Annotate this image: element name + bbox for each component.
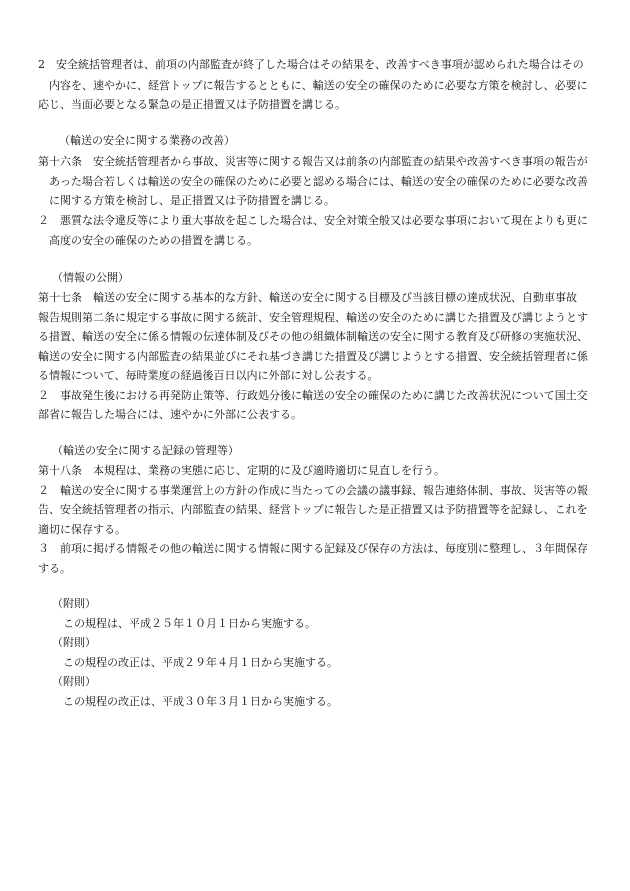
text-line: る措置、輸送の安全に係る情報の伝達体制及びその他の組織体制輸送の安全に関する教育及び研修の実施状況、 bbox=[38, 330, 588, 343]
text-line: 内容を、速やかに、経営トップに報告するとともに、輸送の安全の確保のために必要な方策を検討し、必要に bbox=[49, 79, 588, 92]
supplementary-heading: （附則） bbox=[52, 675, 96, 688]
text-line: この規程の改正は、平成２９年４月１日から実施する。 bbox=[63, 656, 338, 669]
supplementary-heading: （附則） bbox=[52, 636, 96, 649]
section-heading: （輸送の安全に関する業務の改善） bbox=[59, 134, 235, 147]
text-line: 輸送の安全に関する内部監査の結果並びにそれ基づき講じた措置及び講じようとする措置、安全統括管理者に係 bbox=[38, 350, 588, 363]
text-line: ３ 前項に掲げる情報その他の輸送に関する情報に関する記録及び保存の方法は、毎度別に整理し、３年間保存 bbox=[38, 542, 588, 555]
text-line: 報告規則第二条に規定する事故に関する統計、安全管理規程、輸送の安全のために講じた措置及び講じようとす bbox=[38, 311, 588, 324]
text-line: 第十八条 本規程は、業務の実態に応じ、定期的に及び適時適切に見直しを行う。 bbox=[38, 464, 445, 477]
text-line: 高度の安全の確保のための措置を講じる。 bbox=[49, 234, 258, 247]
supplementary-heading: （附則） bbox=[52, 597, 96, 610]
section-heading: （情報の公開） bbox=[52, 271, 129, 284]
text-line: に関する方策を検討し、是正措置又は予防措置を講じる。 bbox=[49, 194, 335, 207]
text-line: ２ 事故発生後における再発防止策等、行政処分後に輸送の安全の確保のために講じた改善状況について国土交 bbox=[38, 389, 588, 402]
text-line: る情報について、毎時業度の経過後百日以内に外部に対し公表する。 bbox=[38, 369, 379, 382]
text-line: この規程は、平成２５年１０月１日から実施する。 bbox=[63, 617, 316, 630]
section-heading: （輸送の安全に関する記録の管理等） bbox=[52, 444, 239, 457]
text-line: 第十六条 安全統括管理者から事故、災害等に関する報告又は前条の内部監査の結果や改善すべき事項の報告が bbox=[38, 155, 588, 168]
text-line: 第十七条 輸送の安全に関する基本的な方針、輸送の安全に関する目標及び当該目標の達成状況、自動車事故 bbox=[38, 291, 577, 304]
text-line: 2 安全統括管理者は、前項の内部監査が終了した場合はその結果を、改善すべき事項が認められた場合はその bbox=[38, 58, 584, 71]
text-line: ２ 輸送の安全に関する事業運営上の方針の作成に当たっての会議の議事録、報告連絡体制、事故、災害等の報 bbox=[38, 484, 588, 497]
text-line: この規程の改正は、平成３０年３月１日から実施する。 bbox=[63, 695, 338, 708]
text-line: ２ 悪質な法令違反等により重大事故を起こした場合は、安全対策全般又は必要な事項において現在よりも更に bbox=[38, 214, 588, 227]
text-line: 適切に保存する。 bbox=[38, 523, 126, 536]
text-line: 部省に報告した場合には、速やかに外部に公表する。 bbox=[38, 408, 302, 421]
text-line: 応じ、当面必要となる緊急の是正措置又は予防措置を講じる。 bbox=[38, 98, 346, 111]
text-line: あった場合若しくは輸送の安全の確保のために必要と認める場合には、輸送の安全の確保のために必要な改善 bbox=[49, 175, 588, 188]
text-line: 告、安全統括管理者の指示、内部監査の結果、経営トップに報告した是正措置又は予防措置等を記録し、これを bbox=[38, 503, 588, 516]
text-line: する。 bbox=[38, 562, 71, 575]
